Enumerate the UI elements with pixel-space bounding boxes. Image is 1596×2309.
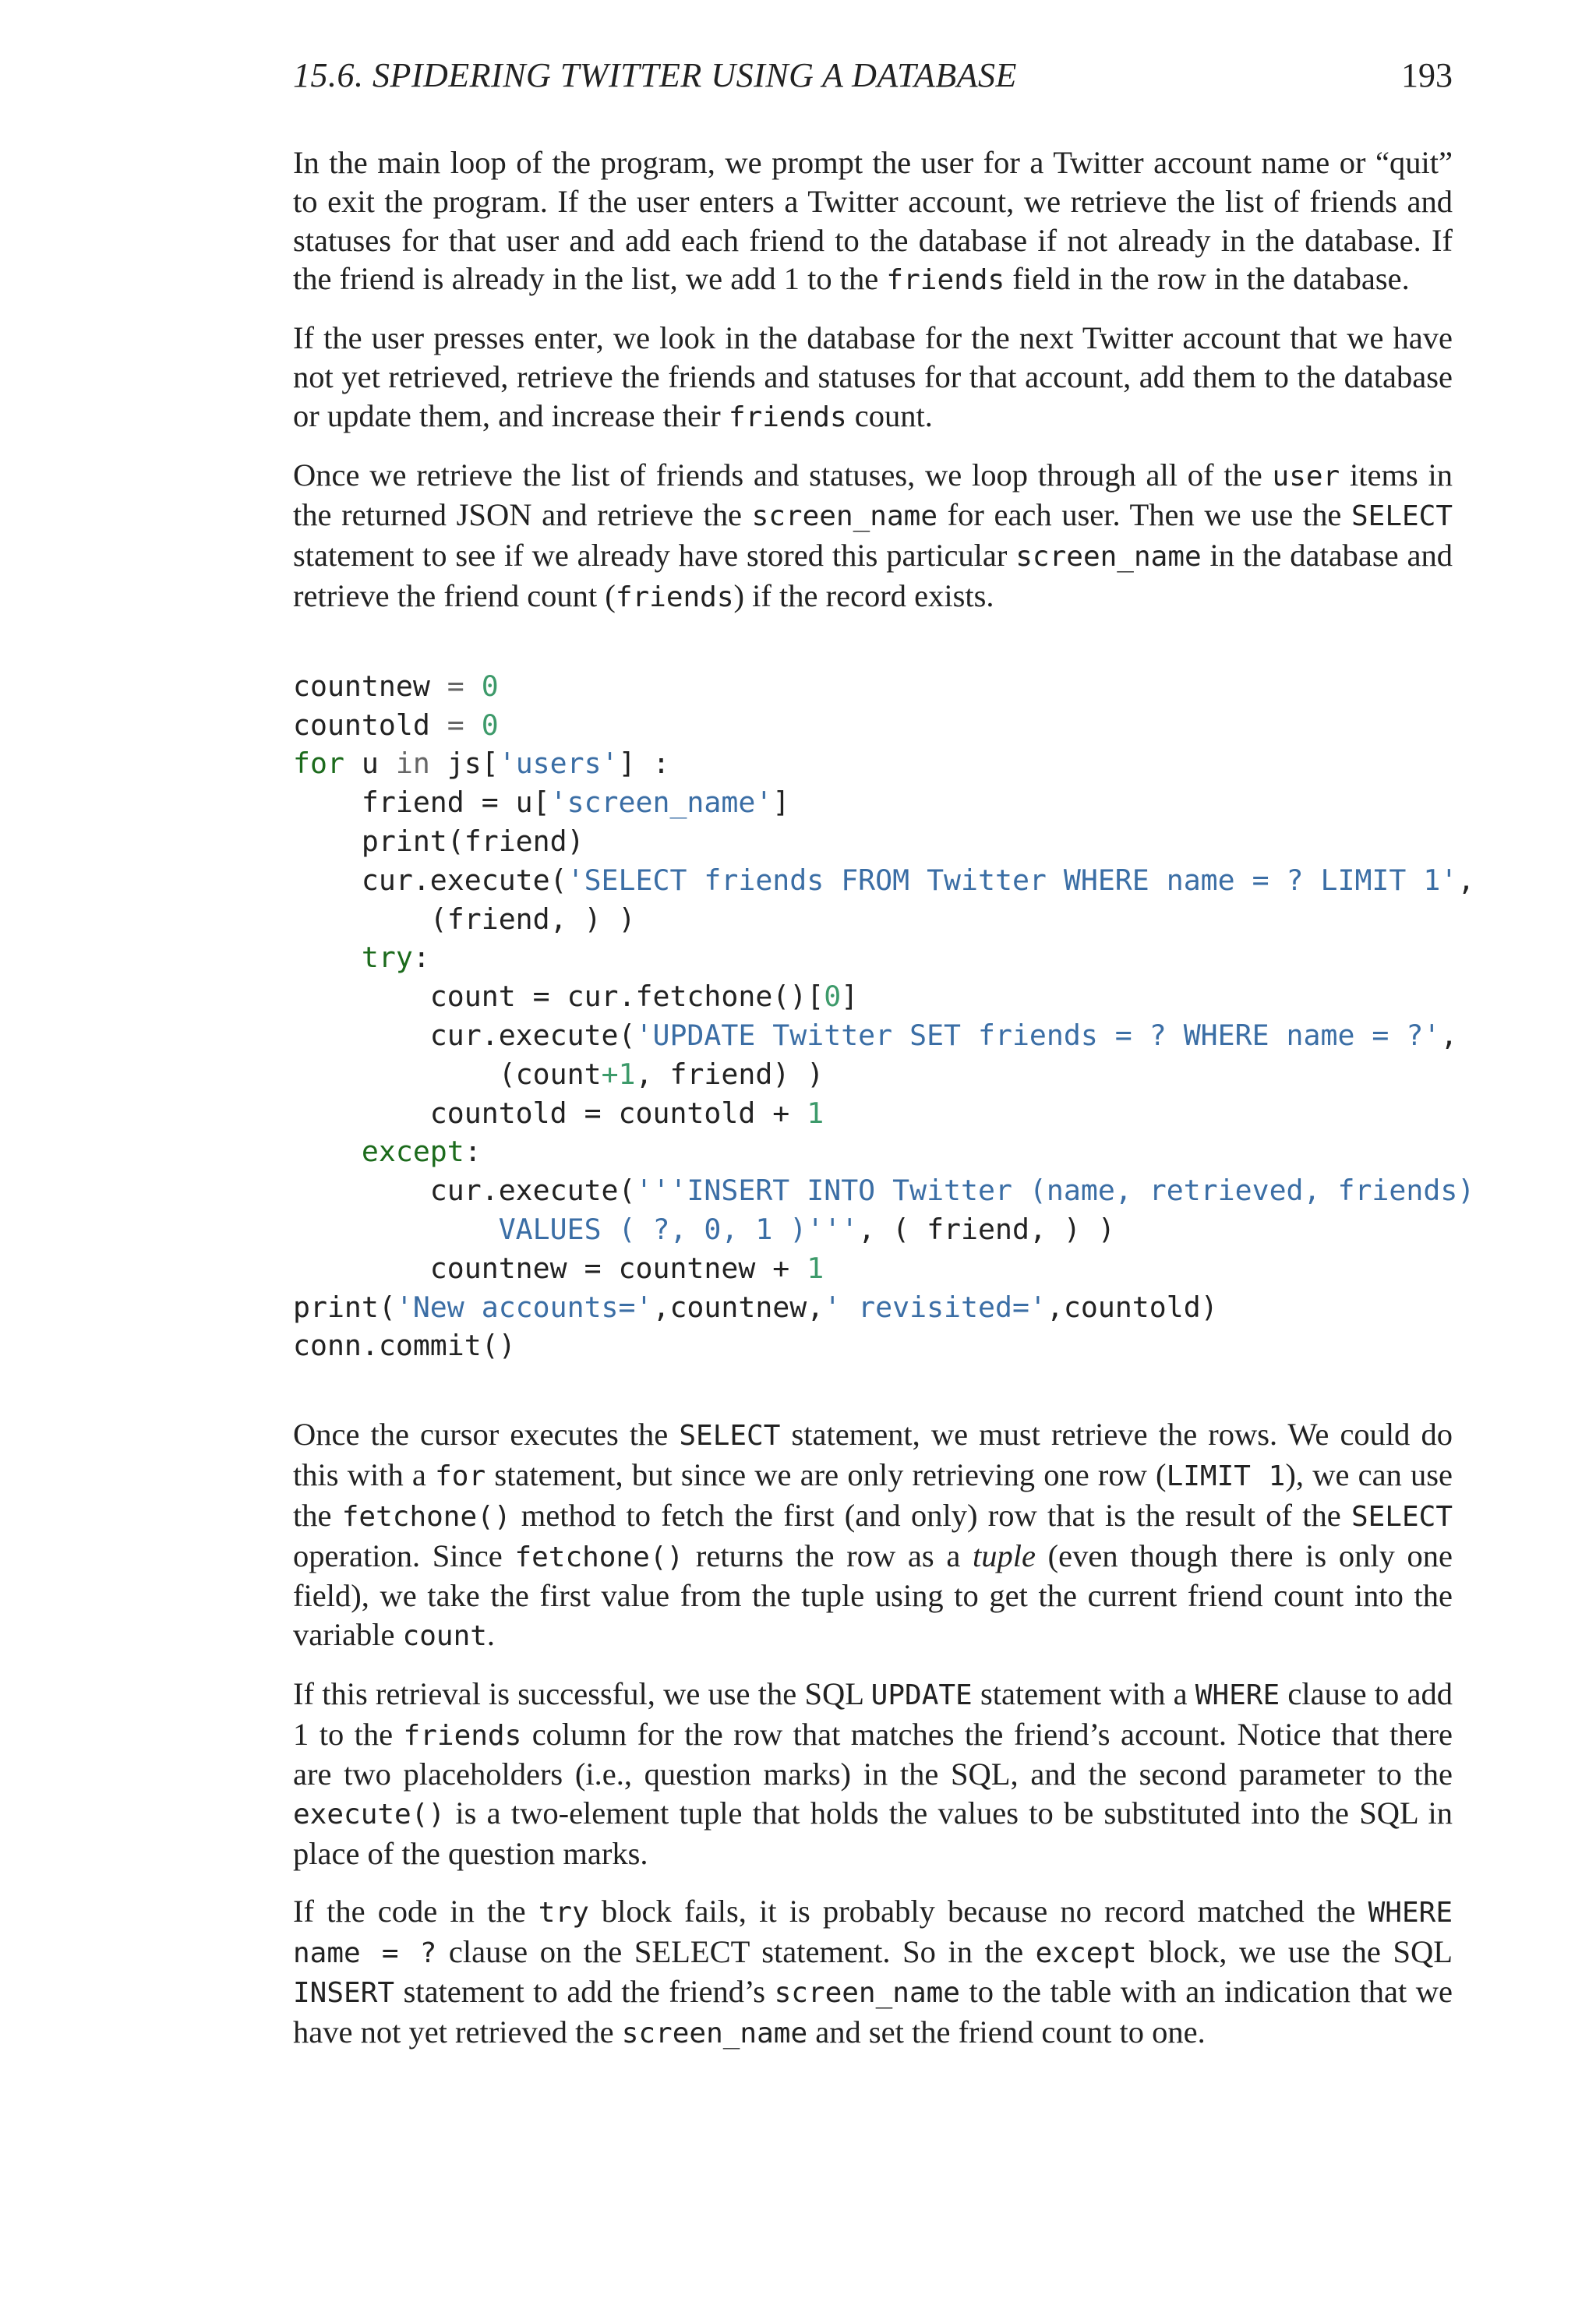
- inline-code: fetchone(): [514, 1541, 684, 1573]
- paragraph-user-presses-enter: If the user presses enter, we look in the database for the next Twitter account that we have not yet retrieved, retrieve the friends and statuses for that account, add them to the database or update them, and increase their friends count.: [293, 320, 1453, 433]
- code-line: try:: [293, 941, 430, 975]
- book-page: [293, 55, 1475, 2072]
- code-line: countnew = 0: [293, 669, 499, 703]
- inline-code: try: [538, 1896, 589, 1929]
- inline-code: friends: [403, 1719, 522, 1752]
- inline-code: fetchone(): [341, 1500, 511, 1533]
- inline-code: friends: [615, 581, 734, 613]
- paragraph-update-statement: If this retrieval is successful, we use the SQL UPDATE statement with a WHERE clause to add 1 to the friends column for the row that matches the friend’s account. Notice that there are two placeholders (i.e., question marks) in the SQL, and the second parameter to the execute() is a two-element tuple that holds the values to be substituted into the SQL in place of the question marks.: [293, 1675, 1453, 1872]
- inline-code: user: [1272, 460, 1340, 493]
- code-line: countold = 0: [293, 708, 499, 742]
- code-line: cur.execute('''INSERT INTO Twitter (name, retrieved, friends): [293, 1174, 1475, 1208]
- code-line: except:: [293, 1135, 482, 1169]
- code-line: friend = u['screen_name']: [293, 786, 790, 820]
- code-line: (count+1, friend) ): [293, 1057, 824, 1091]
- code-line: countnew = countnew + 1: [293, 1251, 824, 1285]
- inline-code: WHERE: [1195, 1679, 1280, 1711]
- running-header: [293, 55, 1453, 97]
- inline-code: SELECT: [679, 1420, 781, 1453]
- inline-code: friends: [728, 401, 847, 433]
- inline-code: screen_name: [1015, 541, 1202, 574]
- code-line: conn.commit(): [293, 1329, 516, 1363]
- page-number: 193: [1401, 56, 1453, 94]
- inline-code: friends: [886, 264, 1005, 297]
- emphasis: tuple: [972, 1538, 1036, 1573]
- code-line: for u in js['users'] :: [293, 747, 670, 781]
- inline-code: UPDATE: [870, 1679, 973, 1711]
- code-line: print(friend): [293, 824, 584, 858]
- code-line: countold = countold + 1: [293, 1096, 824, 1130]
- paragraph-main-loop: In the main loop of the program, we prompt the user for a Twitter account name or “quit” to exit the program. If the user enters a Twitter account, we retrieve the list of friends and statuses for that user and add each friend to the database if not already in the database. If the friend is already in the list, we add 1 to the friends field in the row in the database.: [293, 145, 1453, 297]
- inline-code: SELECT: [1351, 1500, 1453, 1533]
- code-line: count = cur.fetchone()[0]: [293, 980, 859, 1014]
- paragraph-except-insert: If the code in the try block fails, it is probably because no record matched the WHERE name = ? clause on the SELECT statement. So in the except block, we use the SQL INSERT statement to add the friend’s screen_name to the table with an indication that we have not yet retrieved the screen_name and set the friend count to one.: [293, 1893, 1453, 2050]
- section-title: 15.6. SPIDERING TWITTER USING A DATABASE: [293, 56, 1017, 94]
- code-line: (friend, ) ): [293, 902, 636, 936]
- page-body: [293, 143, 1475, 2053]
- inline-code: count: [402, 1620, 487, 1653]
- inline-code: screen_name: [751, 500, 937, 533]
- inline-code: except: [1035, 1937, 1137, 1969]
- code-line: cur.execute('UPDATE Twitter SET friends = ? WHERE name = ?',: [293, 1018, 1458, 1052]
- inline-code: screen_name: [621, 2018, 808, 2050]
- inline-code: LIMIT 1: [1166, 1460, 1286, 1492]
- code-listing: [293, 667, 1475, 1365]
- code-line: print('New accounts=',countnew,' revisited=',countold): [293, 1290, 1218, 1324]
- code-line: VALUES ( ?, 0, 1 )''', ( friend, ) ): [293, 1212, 1115, 1246]
- code-line: cur.execute('SELECT friends FROM Twitter WHERE name = ? LIMIT 1',: [293, 863, 1475, 897]
- paragraph-cursor-select: Once the cursor executes the SELECT statement, we must retrieve the rows. We could do this with a for statement, but since we are only retrieving one row (LIMIT 1), we can use the fetchone() method to fetch the first (and only) row that is the result of the SELECT operation. Since fetchone() returns the row as a tuple (even though there is only one field), we take the first value from the tuple using to get the current friend count into the variable count.: [293, 1417, 1453, 1653]
- inline-code: for: [435, 1460, 486, 1492]
- inline-code: execute(): [293, 1799, 446, 1831]
- inline-code: WHERE name = ?: [293, 1896, 1453, 1969]
- inline-code: screen_name: [774, 1977, 960, 2010]
- inline-code: SELECT: [1351, 500, 1453, 533]
- inline-code: INSERT: [293, 1977, 395, 2010]
- paragraph-loop-users: Once we retrieve the list of friends and statuses, we loop through all of the user items in the returned JSON and retrieve the screen_name for each user. Then we use the SELECT statement to see if we already have stored this particular screen_name in the database and retrieve the friend count (friends) if the record exists.: [293, 457, 1453, 613]
